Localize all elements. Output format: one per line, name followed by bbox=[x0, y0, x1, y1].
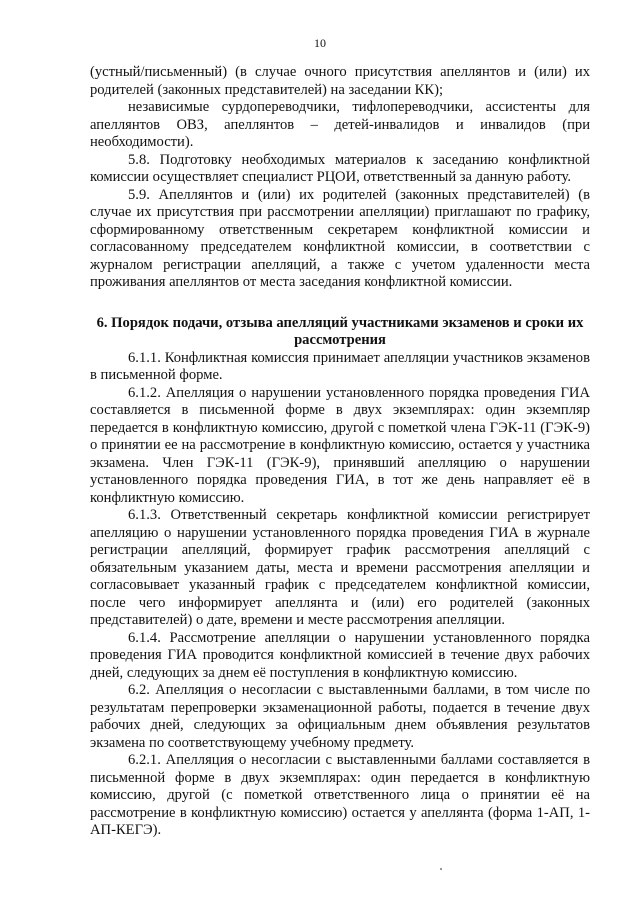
paragraph-6-2-1: 6.2.1. Апелляция о несогласии с выставленными баллами составляется в письменной форме в двух экземплярах: один передается в конфликтную комиссию, другой (с пометкой ответственного лица о принятии её на рассмотрение в конфликтную комиссию) остается у апеллянта (форма 1-АП, 1-АП-КЕГЭ). bbox=[90, 752, 590, 838]
paragraph-6-1-4: 6.1.4. Рассмотрение апелляции о нарушении установленного порядка проведения ГИА проводится конфликтной комиссией в течение двух рабочих дней, следующих за днем её поступления в конфликтную комиссию. bbox=[90, 629, 590, 681]
paragraph-6-1-2: 6.1.2. Апелляция о нарушении установленного порядка проведения ГИА составляется в письменной форме в двух экземплярах: один экземпляр передается в конфликтную комиссию, другой с пометкой члена ГЭК-11 (ГЭК-9) о принятии ее на рассмотрение в конфликтную комиссию, остается у участника экзамена. Член ГЭК-11 (ГЭК-9), принявший апелляцию о нарушении установленного порядка проведения ГИА, в тот же день направляет её в конфликтную комиссию. bbox=[90, 384, 590, 506]
paragraph-5-9: 5.9. Апеллянтов и (или) их родителей (законных представителей) (в случае их присутствия при рассмотрении апелляции) приглашают по графику, сформированному ответственным секретарем конфликтной комиссии и согласованному председателем конфликтной комиссии, в соответствии с журналом регистрации апелляций, а также с учетом удаленности места проживания апеллянтов от места заседания конфликтной комиссии. bbox=[90, 186, 590, 290]
paragraph-5-8: 5.8. Подготовку необходимых материалов к заседанию конфликтной комиссии осуществляет специалист РЦОИ, ответственный за данную работу. bbox=[90, 151, 590, 185]
scan-speck bbox=[440, 868, 442, 870]
page-number: 10 bbox=[314, 36, 326, 50]
section-heading: 6. Порядок подачи, отзыва апелляций участниками экзаменов и сроки их рассмотрения bbox=[96, 314, 584, 348]
paragraph-6-2: 6.2. Апелляция о несогласии с выставленными баллами, в том числе по результатам перепроверки экзаменационной работы, подается в течение двух рабочих дней, следующих за официальным днем объявления результатов экзамена по соответствующему учебному предмету. bbox=[90, 682, 590, 751]
paragraph-continuation: (устный/письменный) (в случае очного присутствия апеллянтов и (или) их родителей (законных представителей) на заседании КК); bbox=[90, 64, 590, 98]
paragraph-6-1-3: 6.1.3. Ответственный секретарь конфликтной комиссии регистрирует апелляцию о нарушении установленного порядка проведения ГИА в журнале регистрации апелляций, формирует график рассмотрения апелляций с обязательным указанием даты, места и времени рассмотрения апелляции и согласовывает указанный график с председателем конфликтной комиссии, после чего информирует апеллянта и (или) его родителей (законных представителей) о дате, времени и месте рассмотрения апелляции. bbox=[90, 507, 590, 628]
paragraph-6-1-1: 6.1.1. Конфликтная комиссия принимает апелляции участников экзаменов в письменной форме. bbox=[90, 349, 590, 383]
document-body bbox=[90, 64, 590, 840]
paragraph-interpreters: независимые сурдопереводчики, тифлопереводчики, ассистенты для апеллянтов ОВЗ, апеллянтов – детей-инвалидов и инвалидов (при необходимости). bbox=[90, 99, 590, 150]
